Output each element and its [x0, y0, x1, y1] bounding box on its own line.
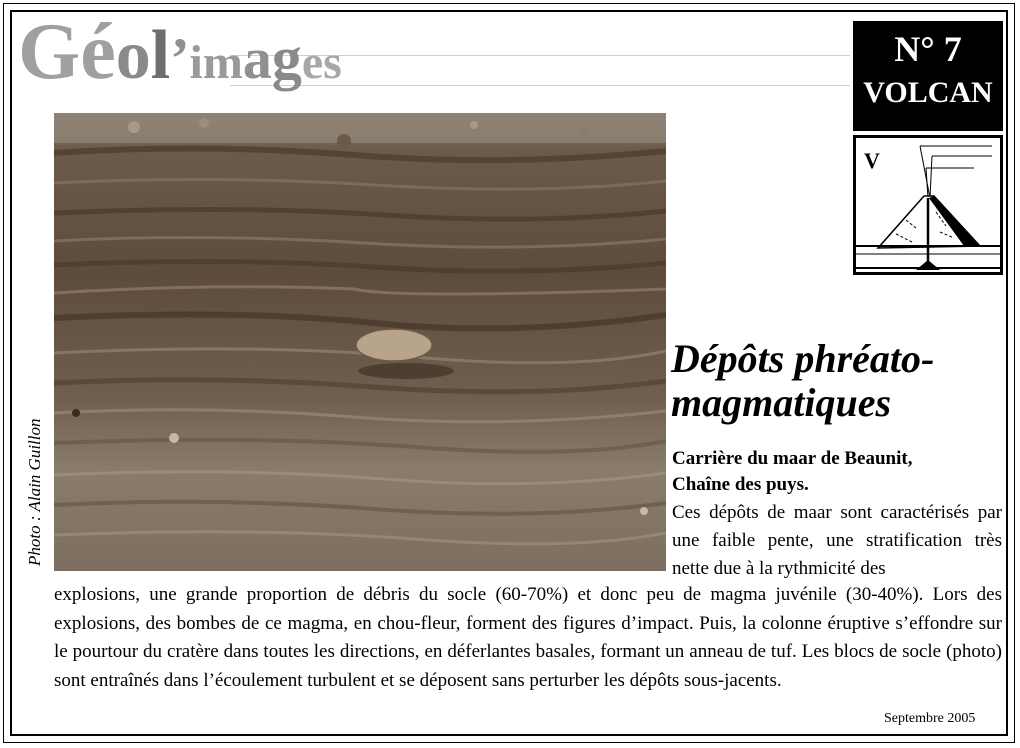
article-title: Dépôts phréato- magmatiques [671, 336, 935, 425]
geolimages-logo: Géol’images [18, 8, 342, 96]
volcano-icon [856, 138, 1000, 272]
publication-date: Septembre 2005 [884, 711, 976, 726]
volcano-pictogram [853, 135, 1003, 275]
article-paragraph-start: Ces dépôts de maar sont caractérisés par une faible pente, une stratification très nette due à la rythmicité des [672, 502, 1002, 579]
pictogram-letter: V [864, 148, 880, 173]
issue-category: VOLCAN [863, 76, 993, 109]
article-paragraph-rest: explosions, une grande proportion de débris du socle (60-70%) et donc peu de magma juvénile (30-40%). Lors des explosions, des bombes de ce magma, en chou-fleur, forment des figures d’impact. Puis, la colonne éruptive s’effondre sur le pourtour du cratère dans toutes les directions, en déferlantes basales, formant un anneau de tuf. Les blocs de socle (photo) sont entraînés dans l’écoulement turbulent et se déposent sans perturber les dépôts sous-jacents. [54, 584, 1002, 691]
stratified-deposit-image [54, 113, 666, 571]
article-location: Carrière du maar de Beaunit, Chaîne des puys. [672, 448, 913, 495]
issue-number: N° 7 [894, 29, 962, 69]
photo-credit: Photo : Alain Guillon [25, 418, 44, 566]
issue-badge [853, 21, 1003, 131]
maar-deposit-photo [54, 113, 666, 571]
